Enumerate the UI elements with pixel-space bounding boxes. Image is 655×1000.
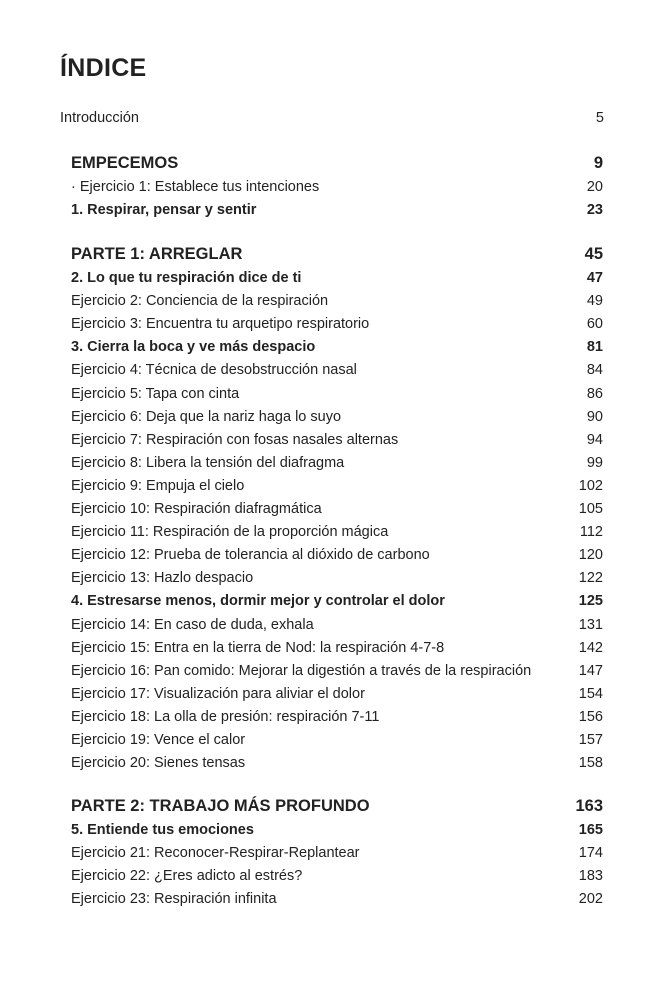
toc-exercise-entry[interactable] <box>71 316 603 332</box>
toc-entry-page: 5 <box>595 110 604 126</box>
toc-exercise-entry[interactable] <box>71 686 603 702</box>
toc-entry-label: 1. Respirar, pensar y sentir <box>71 202 257 219</box>
toc-exercise-entry[interactable] <box>71 891 603 907</box>
toc-chapter-entry[interactable] <box>71 202 603 218</box>
toc-entry-label: 5. Entiende tus emociones <box>71 822 254 838</box>
toc-entry-label: Ejercicio 11: Respiración de la proporción mágica <box>71 524 389 541</box>
toc-part-title: PARTE 1: ARREGLAR <box>71 245 243 263</box>
toc-entry-page: 20 <box>586 179 603 195</box>
toc-exercise-entry[interactable] <box>71 524 603 540</box>
toc-exercise-entry[interactable] <box>71 432 603 448</box>
toc-exercise-entry[interactable] <box>71 501 603 517</box>
toc-exercise-entry[interactable] <box>71 570 603 586</box>
toc-entry-page: 125 <box>578 593 603 610</box>
toc-entry-label: Ejercicio 21: Reconocer-Respirar-Replantear <box>71 845 360 862</box>
toc-part-heading[interactable] <box>71 154 603 173</box>
toc-exercise-entry[interactable] <box>71 362 603 378</box>
toc-entry-page: 158 <box>578 755 603 772</box>
toc-part-title: EMPECEMOS <box>71 154 179 172</box>
toc-entry-page: 120 <box>578 547 603 564</box>
toc-entry-page: 156 <box>578 708 603 725</box>
toc-intro-entry[interactable] <box>60 110 604 126</box>
toc-entry-label: 2. Lo que tu respiración dice de ti <box>71 270 302 286</box>
toc-entry-label: Ejercicio 22: ¿Eres adicto al estrés? <box>71 868 303 885</box>
toc-entry-label: Ejercicio 16: Pan comido: Mejorar la digestión a través de la respiración <box>71 662 532 679</box>
toc-entry-page: 142 <box>578 639 603 656</box>
toc-entry-label: Ejercicio 5: Tapa con cinta <box>71 385 240 402</box>
toc-chapter-entry[interactable] <box>71 822 603 838</box>
toc-entry-label: Ejercicio 19: Vence el calor <box>71 732 246 748</box>
toc-entry-label: Ejercicio 6: Deja que la nariz haga lo suyo <box>71 408 342 425</box>
toc-part-page: 163 <box>575 797 603 815</box>
toc-entry-label: Ejercicio 12: Prueba de tolerancia al dióxido de carbono <box>71 547 430 564</box>
toc-entry-label: Ejercicio 20: Sienes tensas <box>71 755 246 772</box>
toc-chapter-entry[interactable] <box>71 270 603 286</box>
toc-entry-label: · Ejercicio 1: Establece tus intenciones <box>71 179 320 195</box>
toc-entry-label: Ejercicio 18: La olla de presión: respiración 7-11 <box>71 708 380 725</box>
toc-entry-label: Ejercicio 17: Visualización para aliviar el dolor <box>71 685 365 702</box>
toc-entry-page: 86 <box>586 385 603 402</box>
toc-entry-page: 122 <box>578 570 603 587</box>
toc-entry-label: Ejercicio 2: Conciencia de la respiración <box>71 293 329 310</box>
toc-exercise-entry[interactable] <box>71 478 603 494</box>
toc-entry-label: Ejercicio 14: En caso de duda, exhala <box>71 616 314 633</box>
toc-entry-label: Ejercicio 8: Libera la tensión del diafragma <box>71 454 345 471</box>
toc-exercise-entry[interactable] <box>71 293 603 309</box>
toc-exercise-entry[interactable] <box>71 617 603 633</box>
toc-exercise-entry[interactable] <box>71 755 603 771</box>
toc-entry-page: 157 <box>578 732 603 748</box>
toc-exercise-entry[interactable] <box>71 640 603 656</box>
toc-entry-label: Ejercicio 10: Respiración diafragmática <box>71 501 322 517</box>
toc-entry-page: 131 <box>578 616 603 633</box>
toc-entry-page: 84 <box>586 362 603 379</box>
toc-entry-label: 3. Cierra la boca y ve más despacio <box>71 339 316 356</box>
toc-exercise-entry[interactable] <box>71 868 603 884</box>
toc-exercise-entry[interactable] <box>71 455 603 471</box>
toc-entry-label: Introducción <box>60 110 139 126</box>
toc-entry-page: 60 <box>586 316 603 333</box>
toc-exercise-entry[interactable] <box>71 732 603 748</box>
toc-entry-label: Ejercicio 13: Hazlo despacio <box>71 570 254 587</box>
toc-exercise-entry[interactable] <box>71 845 603 861</box>
toc-part-heading[interactable] <box>71 245 603 264</box>
toc-entry-page: 102 <box>578 477 603 494</box>
toc-entry-label: 4. Estresarse menos, dormir mejor y controlar el dolor <box>71 593 445 610</box>
toc-entry-page: 94 <box>586 431 603 448</box>
toc-entry-page: 23 <box>586 202 603 219</box>
toc-entry-label: Ejercicio 3: Encuentra tu arquetipo respiratorio <box>71 316 370 333</box>
toc-entry-label: Ejercicio 4: Técnica de desobstrucción nasal <box>71 362 357 379</box>
toc-entry-page: 81 <box>586 339 603 356</box>
toc-entry-page: 112 <box>579 524 603 541</box>
toc-part-heading[interactable] <box>71 797 603 816</box>
toc-entry-label: Ejercicio 15: Entra en la tierra de Nod: la respiración 4-7-8 <box>71 639 445 656</box>
toc-entry-page: 105 <box>578 501 603 517</box>
toc-entry-page: 165 <box>578 822 603 838</box>
toc-entry-page: 47 <box>586 270 603 286</box>
page-title: ÍNDICE <box>60 54 147 82</box>
toc-entry-page: 147 <box>578 662 603 679</box>
toc-part-page: 45 <box>584 245 603 263</box>
toc-entry-page: 183 <box>578 868 603 885</box>
toc-exercise-entry[interactable] <box>71 179 603 195</box>
toc-entry-page: 202 <box>578 891 603 908</box>
toc-part-title: PARTE 2: TRABAJO MÁS PROFUNDO <box>71 797 370 815</box>
toc-entry-page: 99 <box>586 454 603 471</box>
toc-entry-label: Ejercicio 9: Empuja el cielo <box>71 477 245 494</box>
toc-exercise-entry[interactable] <box>71 547 603 563</box>
toc-entry-page: 90 <box>586 408 603 425</box>
toc-chapter-entry[interactable] <box>71 593 603 609</box>
toc-part-page: 9 <box>593 154 603 172</box>
toc-exercise-entry[interactable] <box>71 409 603 425</box>
toc-exercise-entry[interactable] <box>71 386 603 402</box>
toc-entry-page: 154 <box>578 685 603 702</box>
toc-entry-page: 49 <box>586 293 603 310</box>
toc-entry-label: Ejercicio 7: Respiración con fosas nasales alternas <box>71 431 399 448</box>
toc-entry-page: 174 <box>578 845 603 862</box>
toc-exercise-entry[interactable] <box>71 663 603 679</box>
toc-exercise-entry[interactable] <box>71 709 603 725</box>
toc-entry-label: Ejercicio 23: Respiración infinita <box>71 891 277 908</box>
toc-chapter-entry[interactable] <box>71 339 603 355</box>
